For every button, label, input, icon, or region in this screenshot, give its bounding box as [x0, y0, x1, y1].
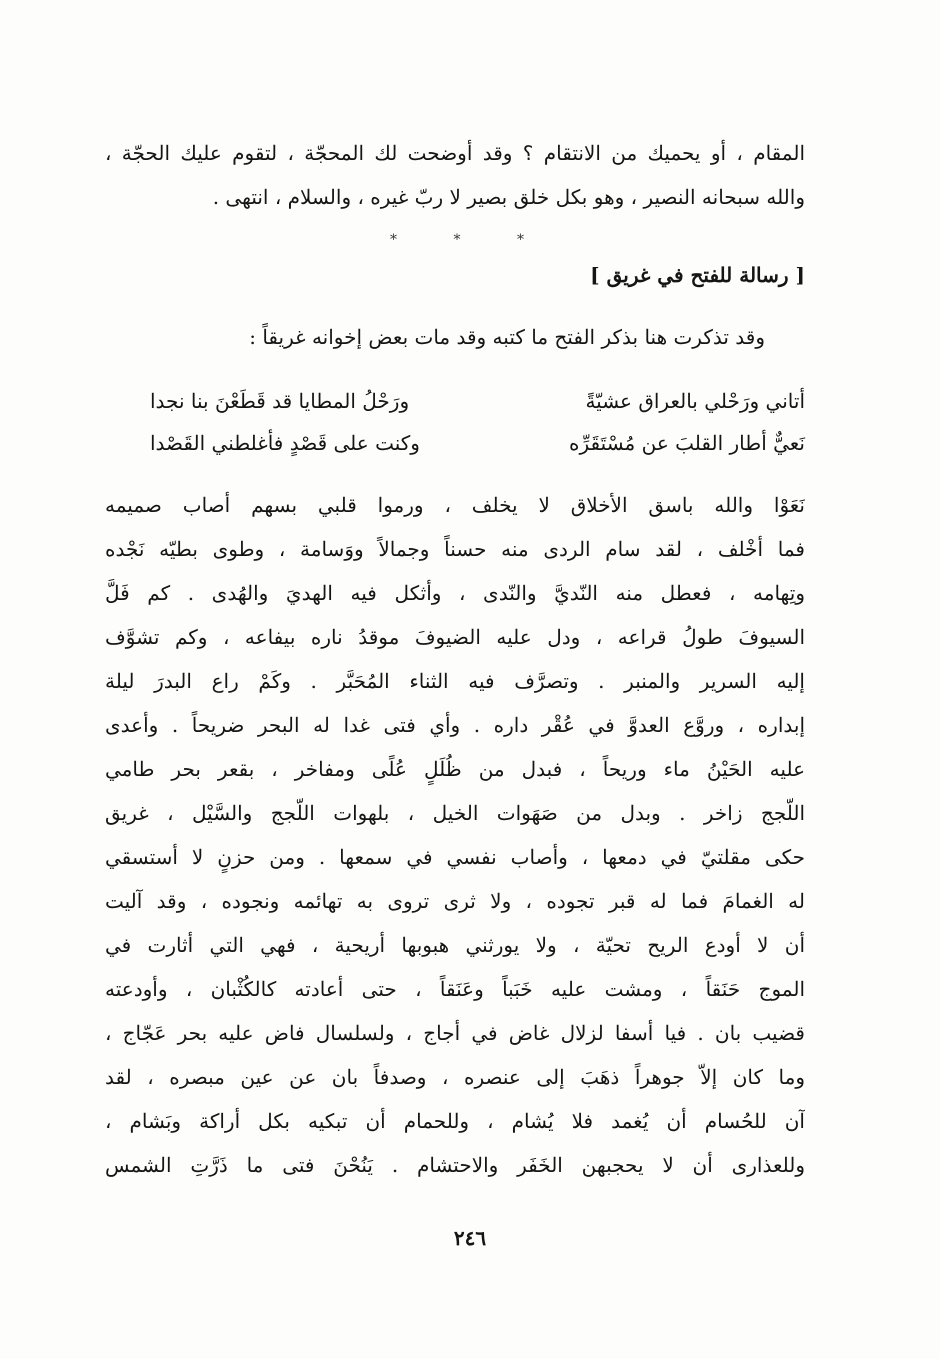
text-line: المقام ، أو يحميك من الانتقام ؟ وقد أوضحت لك المحجّة ، لتقوم عليك الحجّة ،	[105, 141, 805, 165]
page-number: ٢٤٦	[453, 1226, 487, 1250]
text-line: قضيب بان . فيا أسفا لزلال غاض في أجاج ، ولسلسال فاض عليه بحر عَجّاج ،	[105, 1021, 805, 1045]
text-line: حكى مقلتيّ في دمعها ، وأصاب نفسي في سمعها . ومن حزنٍ لا أستسقي	[105, 845, 805, 869]
intro-line: وقد تذكرت هنا بذكر الفتح ما كتبه وقد مات بعض إخوانه غريقاً :	[249, 325, 765, 349]
text-line: آن للحُسام أن يُغمد فلا يُشام ، وللحمام أن تبكيه بكل أراكة وبَشام ،	[105, 1109, 805, 1133]
text-line: إبداره ، وروَّع العدوَّ في عُقْر داره . وأي فتى غدا له البحر ضريحاً . وأعدى	[105, 713, 805, 737]
section-separator: * * *	[390, 232, 550, 248]
section-heading: [ رسالة للفتح في غريق ]	[590, 263, 805, 287]
verse-second-hemistich: ورَحْلُ المطايا قد قَطَعْنَ بنا نجدا	[150, 389, 410, 413]
text-line: له الغمامَ فما له قبر تجوده ، ولا ثرى تروى به تهائمه ونجوده ، وقد آليت	[105, 889, 805, 913]
verse-first-hemistich: نَعيٌّ أطار القلبَ عن مُسْتَقَرِّه	[569, 431, 805, 455]
text-line: اللُّجج زاخر . وبدل من صَهَوات الخيل ، بلهوات اللّجج والسَّيْل ، غريق	[105, 801, 805, 825]
text-line: السيوفَ طولُ قراعه ، ودل عليه الضيوفَ موقدُ ناره بيفاعه ، وكم تشوَّف	[105, 625, 805, 649]
text-line: أن لا أودع الريح تحيّة ، ولا يورثني هبوبها أريحية ، فهي التي أثارت في	[105, 933, 805, 957]
text-line: إليه السرير والمنبر . وتصرَّف فيه الثناء المُحَبَّر . وكَمْ راع البدرَ ليلة	[105, 669, 805, 693]
text-line: وللعذارى أن لا يحجبهن الخَفَر والاحتشام . يَنُحْنَ فتى ما ذَرَّتِ الشمس	[105, 1153, 805, 1177]
verse-first-hemistich: أتاني ورَحْلي بالعراق عشيّةً	[585, 389, 805, 413]
verse-line	[105, 428, 805, 462]
text-line: وما كان إلاّ جوهراً ذهَبَ إلى عنصره ، وصدفاً بان عن عين مبصره ، لقد	[105, 1065, 805, 1089]
text-line: وتِهامه ، فعطل منه النّديَّ والنّدى ، وأثكل فيه الهديَ والهُدى . كم فَلَّ	[105, 581, 805, 605]
text-line: عليه الحَيْنُ ماء وريحاً ، فبدل من ظُلَلٍ عُلًى ومفاخر ، بقعر بحر طامي	[105, 757, 805, 781]
text-line: الموج حَنَقاً ، ومشت عليه خَبَباً وعَنَقاً ، حتى أعادته كالكُثْبان ، وأودعته	[105, 977, 805, 1001]
text-line: نَعَوْا والله باسق الأخلاق لا يخلف ، ورموا قلبي بسهم أصاب صميمه	[105, 493, 805, 517]
text-line: فما أخْلف ، لقد سام الردى منه حسناً وجمالاً ووَسامة ، وطوى بطيّه نَجْده	[105, 537, 805, 561]
verse-second-hemistich: وكنت على قَصْدٍ فأغلطني القَصْدا	[150, 431, 420, 455]
verse-line	[105, 386, 805, 420]
text-line: والله سبحانه النصير ، وهو بكل خلق بصير لا ربّ غيره ، والسلام ، انتهى .	[212, 185, 805, 209]
